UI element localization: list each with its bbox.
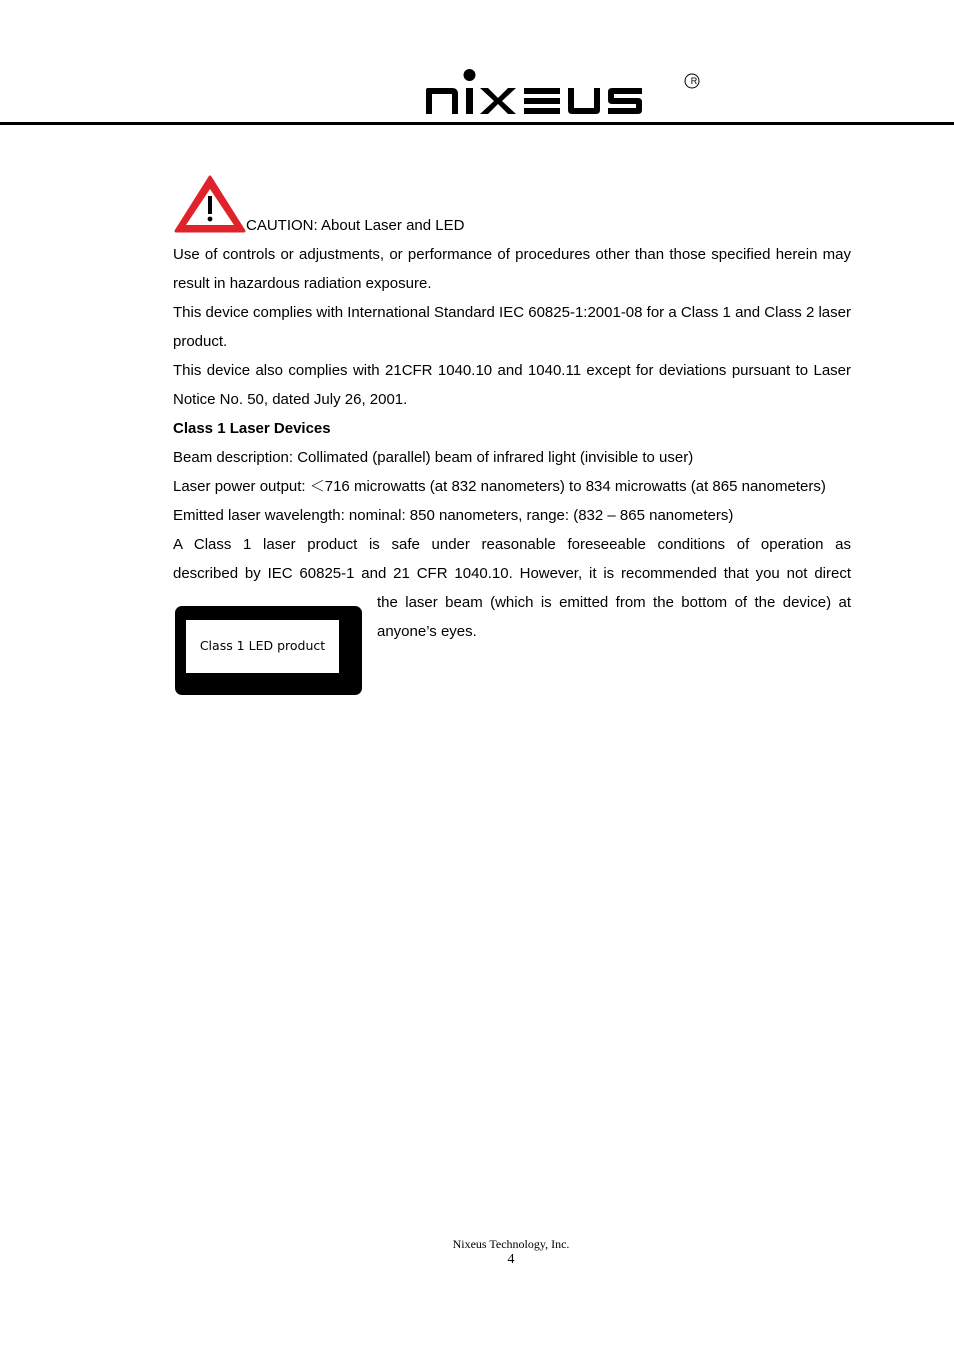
safety-line-2: described by IEC 60825-1 and 21 CFR 1040.10. However, it is recommended that you not direct [173,565,851,582]
document-body [173,170,851,654]
label-and-text [173,588,851,654]
header-rule [0,122,954,125]
beam-description: Beam description: Collimated (parallel) beam of infrared light (invisible to user) [173,449,694,466]
registered-mark: R [690,76,698,86]
safety-rest: the laser beam (which is emitted from the bottom of the device) at anyone’s eyes. [377,594,851,640]
page-number: 4 [507,1252,515,1267]
class1-led-label [175,606,362,695]
safety-line-1: A Class 1 laser product is safe under reasonable foreseeable conditions of operation as [173,536,851,553]
paragraph-hazard: Use of controls or adjustments, or performance of procedures other than those specified herein may result in hazardous radiation exposure. [173,246,851,292]
nixeus-logo [424,68,702,120]
footer-company: Nixeus Technology, Inc. [452,1237,570,1251]
paragraph-iec: This device complies with International Standard IEC 60825-1:2001-08 for a Class 1 and Class 2 laser product. [173,304,851,350]
warning-triangle-icon [173,174,247,234]
power-output: Laser power output: ＜716 microwatts (at 832 nanometers) to 834 microwatts (at 865 nanometers) [173,478,826,495]
wavelength: Emitted laser wavelength: nominal: 850 nanometers, range: (832 – 865 nanometers) [173,507,734,524]
caution-title: CAUTION: About Laser and LED [246,217,465,234]
page-header [0,0,954,130]
class1-heading: Class 1 Laser Devices [173,420,331,437]
caution-row [173,170,851,240]
label-text: Class 1 LED product [186,620,339,673]
paragraph-cfr: This device also complies with 21CFR 1040.10 and 1040.11 except for deviations pursuant to Laser Notice No. 50, dated July 26, 2001. [173,362,851,408]
